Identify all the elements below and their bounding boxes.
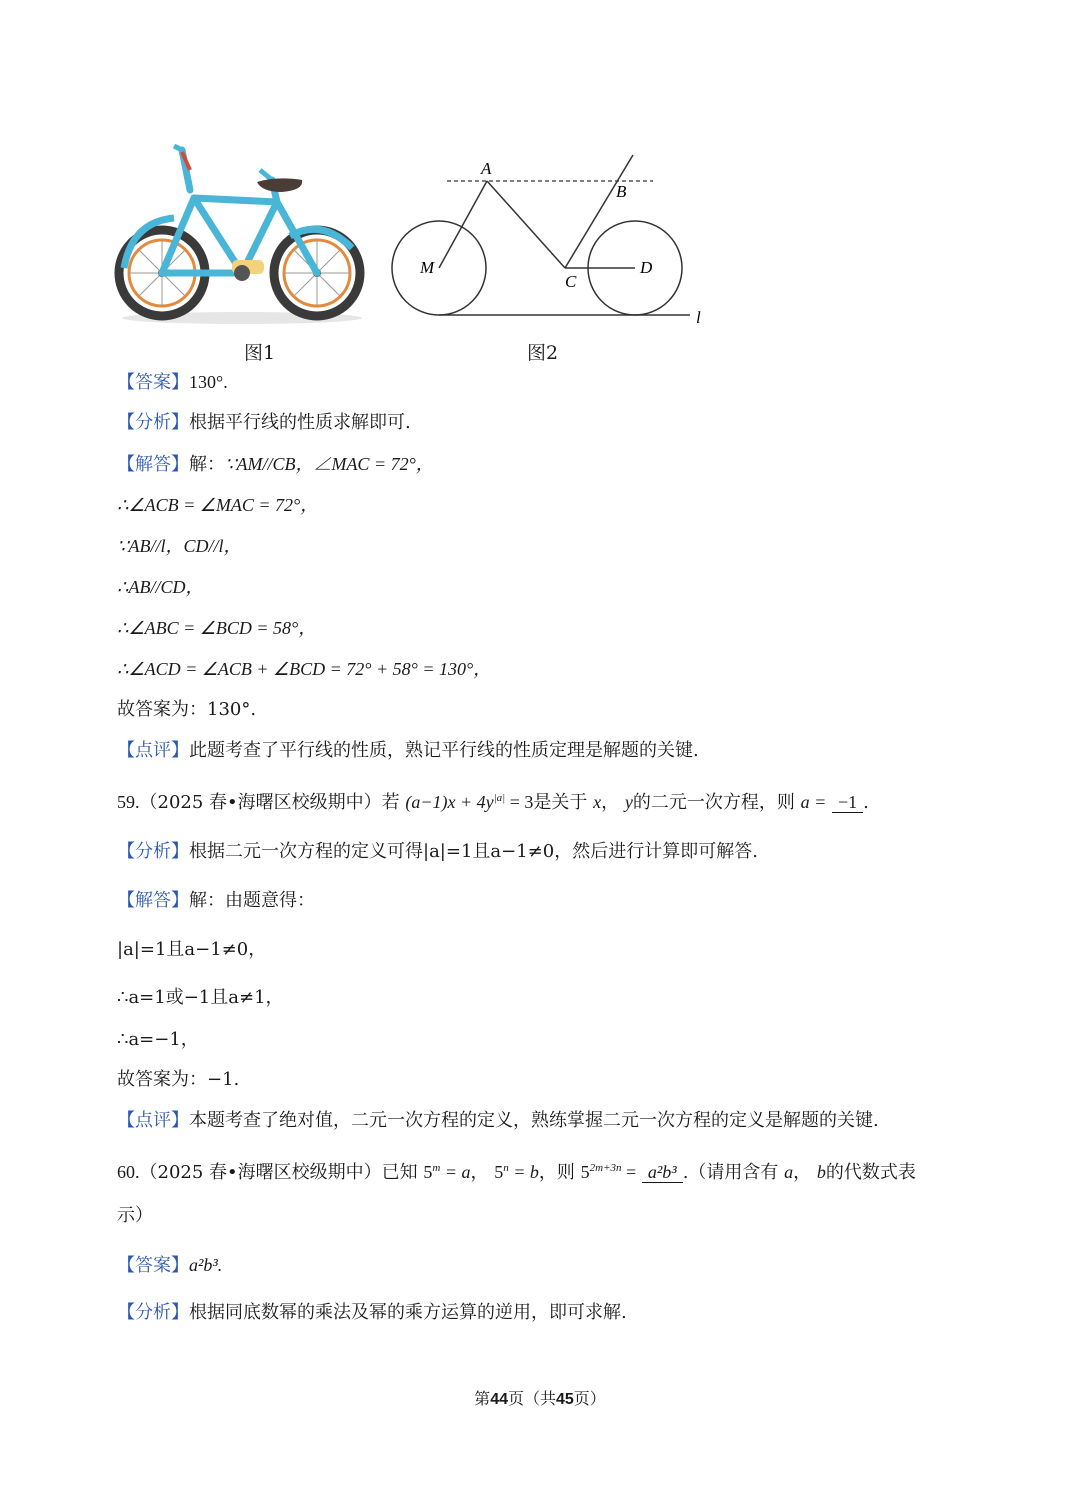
q59-solution-line [117,889,315,913]
q60-stem-a: 已知 [381,1162,418,1183]
footer-suffix: 页） [573,1389,606,1408]
footer-page-number: 44 [490,1391,508,1408]
q60-stem-c: .（请用含有 [682,1162,779,1183]
q60-eq3-base: 5 [580,1162,590,1182]
point-label-b: B [616,182,627,201]
q59-equation-exponent: |a| [493,792,506,804]
q59-answer-blank: −1 [832,792,863,813]
q59-analysis-line [117,840,758,864]
q59-var-y: y [624,792,633,812]
q60-analysis-line [117,1301,627,1325]
q58-analysis: 根据平行线的性质求解即可. [189,412,411,433]
q60-eq1-exponent: m [432,1162,441,1174]
point-label-d: D [640,258,653,277]
q58-final-answer: 故答案为：130°. [117,699,257,720]
geometry-diagram [385,150,715,330]
analysis-tag: 【分析】 [117,841,189,862]
q60-answer: a²b³. [189,1255,223,1275]
q59-comment-line [117,1109,879,1133]
answer-tag: 【答案】 [117,372,189,393]
q58-solution-step-3: ∵AB//l，CD//l， [117,536,242,556]
q60-source: （2025 春•海曙区校级期中） [139,1162,382,1183]
q59-stem-a: 若 [381,792,400,813]
q58-analysis-line [117,411,411,435]
answer-tag: 【答案】 [117,1255,189,1276]
q58-solution-prefix: 解： [189,454,225,475]
q60-eq2-base: 5 [494,1162,504,1182]
q59-stem: 59.（2025 春•海曙区校级期中）若 $(a-1)x + 4y^{|a|} = 3$是关于 x， y的二元一次方程，则 a = −1 . [117,792,869,813]
q60-eq2-rhs: = b [508,1162,539,1182]
q59-stem-b: 是关于 [533,792,588,813]
q59-source: （2025 春•海曙区校级期中） [139,792,382,813]
solution-tag: 【解答】 [117,890,189,911]
comment-tag: 【点评】 [117,1110,189,1131]
figures-row [0,140,1080,370]
q60-analysis: 根据同底数幂的乘法及幂的乘方运算的逆用，即可求解. [189,1302,627,1323]
comment-tag: 【点评】 [117,740,189,761]
footer-mid: 页（共 [507,1389,556,1408]
q59-equation-rhs: = 3 [505,792,534,812]
q60-stem-wrap: 示） [117,1205,153,1226]
q59-solution-step-3: ∴a=−1， [117,1029,199,1050]
point-label-a: A [481,159,492,178]
q59-stem-c: 的二元一次方程，则 [632,792,795,813]
q58-solution-step-2: ∴∠ACB = ∠MAC = 72°， [117,495,319,515]
solution-tag: 【解答】 [117,454,189,475]
footer-total-pages: 45 [556,1391,574,1408]
page-footer [0,1386,1080,1409]
footer-prefix: 第 [474,1389,491,1408]
q60-stem-b: ，则 [538,1162,575,1183]
q58-solution-step-4: ∴AB//CD， [117,577,204,597]
q60-eq1-base: 5 [423,1162,433,1182]
q59-stem-end: . [863,792,869,813]
q58-solution-line [117,452,434,477]
q59-equation: (a−1)x + 4y [405,792,494,812]
q60-stem: 60.（2025 春•海曙区校级期中）已知 $5^m = a$， $5^n = b$，则 $5^{2m+3n} = a^2b^3$ .（请用含有 a， b的代数式表 [117,1162,916,1183]
q60-var-a: a [784,1162,794,1182]
q60-answer-blank: a²b³ [642,1162,683,1183]
q60-eq1-rhs: = a [440,1162,471,1182]
q58-solution-step-6: ∴∠ACD = ∠ACB + ∠BCD = 72° + 58° = 130°， [117,659,492,679]
analysis-tag: 【分析】 [117,412,189,433]
line-label-l: l [696,308,701,327]
analysis-tag: 【分析】 [117,1302,189,1323]
figure-2-caption: 图2 [527,342,559,364]
q60-eq3-rhs: = [621,1162,637,1182]
q60-stem-d: 的代数式表 [825,1162,916,1183]
q60-var-b: b [816,1162,826,1182]
q59-comment: 本题考查了绝对值，二元一次方程的定义，熟练掌握二元一次方程的定义是解题的关键. [189,1110,879,1131]
q60-eq2-exponent: n [503,1162,509,1174]
q59-number: 59. [117,792,140,812]
q58-comment-line [117,739,699,763]
q58-solution-step-5: ∴∠ABC = ∠BCD = 58°， [117,618,317,638]
q60-answer-line [117,1253,222,1278]
q60-number: 60. [117,1162,140,1182]
bicycle-illustration [112,140,372,325]
q58-answer-line [117,370,228,395]
q58-answer: 130°. [189,372,228,392]
q60-eq3-exponent: 2m+3n [589,1162,622,1174]
q59-solution-prefix: 解：由题意得： [189,890,315,911]
q59-analysis: 根据二元一次方程的定义可得|a|=1且a−1≠0，然后进行计算即可解答. [189,841,758,862]
q59-var-x: x [593,792,602,812]
figure-1-caption: 图1 [244,342,276,364]
point-label-m: M [420,258,435,277]
q59-final-answer: 故答案为：−1. [117,1069,240,1090]
point-label-c: C [565,272,577,291]
q58-comment: 此题考查了平行线的性质，熟记平行线的性质定理是解题的关键. [189,740,699,761]
q58-solution-step-1: ∵AM//CB，∠MAC = 72°， [225,454,434,474]
q59-solution-step-2: ∴a=1或−1且a≠1， [117,987,284,1008]
q59-stem-d: a = [800,792,827,812]
q59-solution-step-1: |a|=1且a−1≠0， [117,939,267,960]
